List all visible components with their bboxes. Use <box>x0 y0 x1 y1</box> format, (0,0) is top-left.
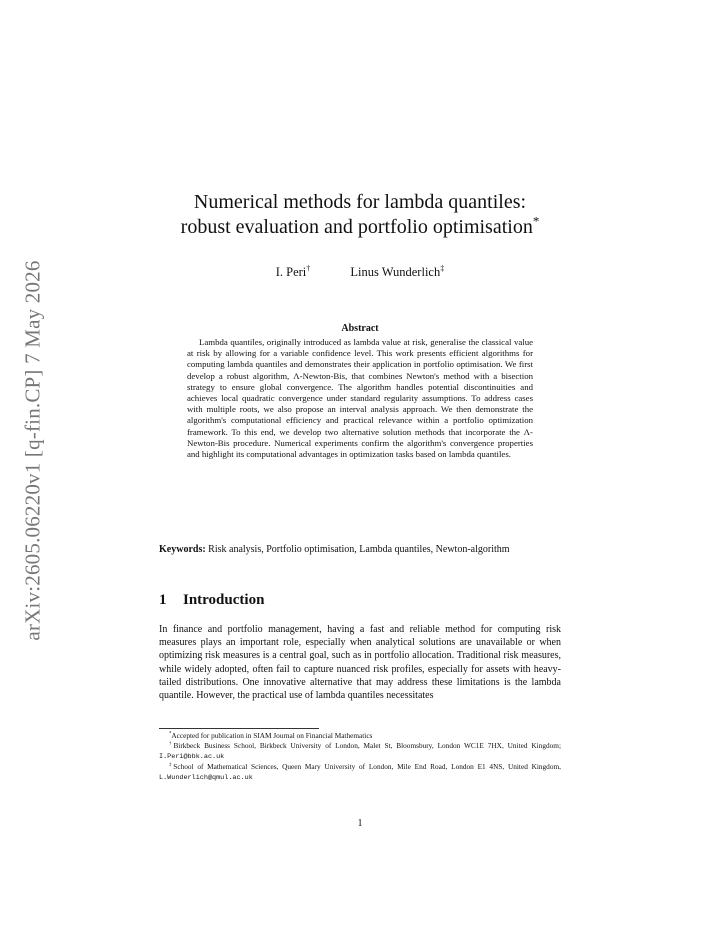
footnote-3-email: L.Wunderlich@qmul.ac.uk <box>159 774 253 782</box>
title-line-1: Numerical methods for lambda quantiles: <box>193 191 527 213</box>
author-2-name: Linus Wunderlich <box>350 265 441 279</box>
author-1-mark: † <box>306 263 311 273</box>
footnote-2 <box>159 741 561 762</box>
footnotes <box>159 731 561 783</box>
keywords-text: Risk analysis, Portfolio optimisation, Lambda quantiles, Newton-algorithm <box>208 544 510 555</box>
section-title: Introduction <box>183 592 265 608</box>
author-2 <box>350 265 444 279</box>
footnote-2-mark: † <box>169 741 174 747</box>
author-1-name: I. Peri <box>275 265 307 279</box>
title-line-2-text: robust evaluation and portfolio optimisation <box>180 216 533 238</box>
keywords <box>159 543 561 557</box>
introduction-paragraph: In finance and portfolio management, having a fast and reliable method for computing risk measures plays an important role, especially when analytical solutions are unavailable or when optimizing risk measures is a central goal, such as in portfolio allocation. Traditional risk measures, while widely adopted, often fail to capture nuanced risk profiles, especially for assets with heavy-tailed distributions. One innovative alternative that may address these limitations is the lambda quantile. However, the practical use of lambda quantiles necessitates <box>159 624 561 702</box>
abstract-text: Lambda quantiles, originally introduced as lambda value at risk, generalise the classical value at risk by allowing for a variable confidence level. This work presents efficient algorithms for computing lambda quantiles and demonstrates their application in portfolio optimisation. We first develop a robust algorithm, Λ-Newton-Bis, that combines Newton's method with a bisection strategy to ensure global convergence. The algorithm handles potential discontinuities and achieves local quadratic convergence under standard regularity assumptions. To address cases with multiple roots, we also propose an interval analysis approach. We then demonstrate the algorithm's computational efficiency and practical relevance within a portfolio optimization framework. To this end, we develop two alternative solution methods that incorporate the Λ-Newton-Bis procedure. Numerical experiments confirm the algorithm's convergence properties and highlight its computational advantages in optimization tasks based on lambda quantiles. <box>187 337 533 460</box>
paper-title <box>100 190 620 240</box>
author-list <box>100 265 620 280</box>
footnote-3 <box>159 762 561 783</box>
footnote-rule <box>159 728 319 729</box>
author-1 <box>276 265 311 279</box>
keywords-label: Keywords: <box>159 544 206 555</box>
footnote-1 <box>159 731 561 741</box>
footnote-2-text: Birkbeck Business School, Birkbeck University of London, Malet St, Bloomsbury, London WC1E 7HX, United Kingdom; <box>173 741 561 750</box>
author-2-mark: ‡ <box>440 263 445 273</box>
title-footnote-mark: * <box>532 213 540 229</box>
footnote-1-mark: * <box>169 731 172 737</box>
section-heading-introduction <box>159 592 264 609</box>
section-number: 1 <box>159 592 167 608</box>
arxiv-stamp-text: arXiv:2605.06220v1 [q-fin.CP] 7 May 2026 <box>20 259 45 641</box>
footnote-3-text: School of Mathematical Sciences, Queen Mary University of London, Mile End Road, London E1 4NS, United Kingdom, <box>173 762 561 771</box>
footnote-3-mark: ‡ <box>169 762 174 768</box>
abstract-heading: Abstract <box>341 323 379 334</box>
page-number: 1 <box>357 818 363 829</box>
arxiv-identifier-stamp <box>4 250 62 650</box>
title-line-2 <box>100 215 620 240</box>
footnote-1-text: Accepted for publication in SIAM Journal on Financial Mathematics <box>171 731 373 740</box>
footnote-2-email: I.Peri@bbk.ac.uk <box>159 753 225 761</box>
